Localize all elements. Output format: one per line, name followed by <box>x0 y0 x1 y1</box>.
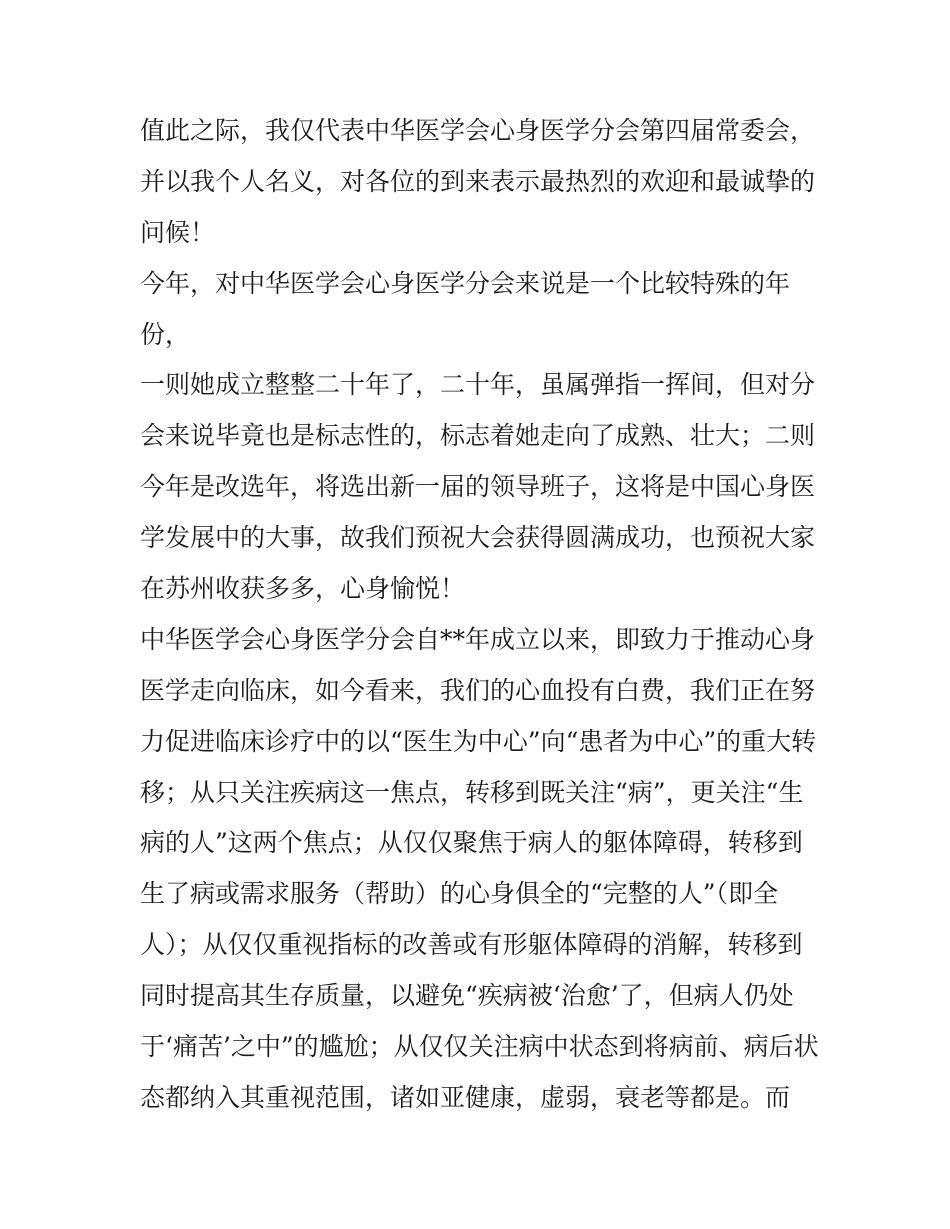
text-line: 学发展中的大事，故我们预祝大会获得圆满成功，也预祝大家 <box>140 523 816 553</box>
text-line: 医学走向临床，如今看来，我们的心血投有白费，我们正在努 <box>140 675 816 705</box>
text-line: 于‘痛苦’之中”的尴尬；从仅仅关注病中状态到将病前、病后状 <box>140 1032 819 1062</box>
text-line: 力促进临床诊疗中的以“医生为中心”向“患者为中心”的重大转 <box>140 726 817 756</box>
text-line: 移；从只关注疾病这一焦点，转移到既关注“病”，更关注“生 <box>140 777 804 807</box>
text-line: 一则她成立整整二十年了，二十年，虽属弹指一挥间，但对分 <box>140 370 816 400</box>
text-line: 今年是改选年，将选出新一届的领导班子，这将是中国心身医 <box>140 472 816 502</box>
text-line: 人）；从仅仅重视指标的改善或有形躯体障碍的消解，转移到 <box>140 930 803 960</box>
text-line: 态都纳入其重视范围，诸如亚健康，虚弱，衰老等都是。而 <box>140 1082 791 1112</box>
text-line: 同时提高其生存质量，以避免“疾病被‘治愈’了，但病人仍处 <box>140 981 794 1011</box>
text-line: 值此之际，我仅代表中华医学会心身医学分会第四届常委会， <box>140 116 816 145</box>
text-line: 在苏州收获多多，心身愉悦！ <box>140 574 466 604</box>
text-line: 会来说毕竟也是标志性的，标志着她走向了成熟、壮大；二则 <box>140 421 816 451</box>
text-line: 并以我个人名义，对各位的到来表示最热烈的欢迎和最诚挚的 <box>140 166 816 196</box>
text-line: 生了病或需求服务（帮助）的心身俱全的“完整的人”（即全 <box>140 879 779 909</box>
text-line: 份， <box>140 319 191 349</box>
text-line: 问候！ <box>140 217 216 247</box>
text-line: 中华医学会心身医学分会自**年成立以来，即致力于推动心身 <box>140 624 816 654</box>
text-line: 病的人”这两个焦点；从仅仅聚焦于病人的躯体障碍，转移到 <box>140 828 803 858</box>
document-body <box>140 106 820 1124</box>
text-line: 今年，对中华医学会心身医学分会来说是一个比较特殊的年 <box>140 268 791 298</box>
